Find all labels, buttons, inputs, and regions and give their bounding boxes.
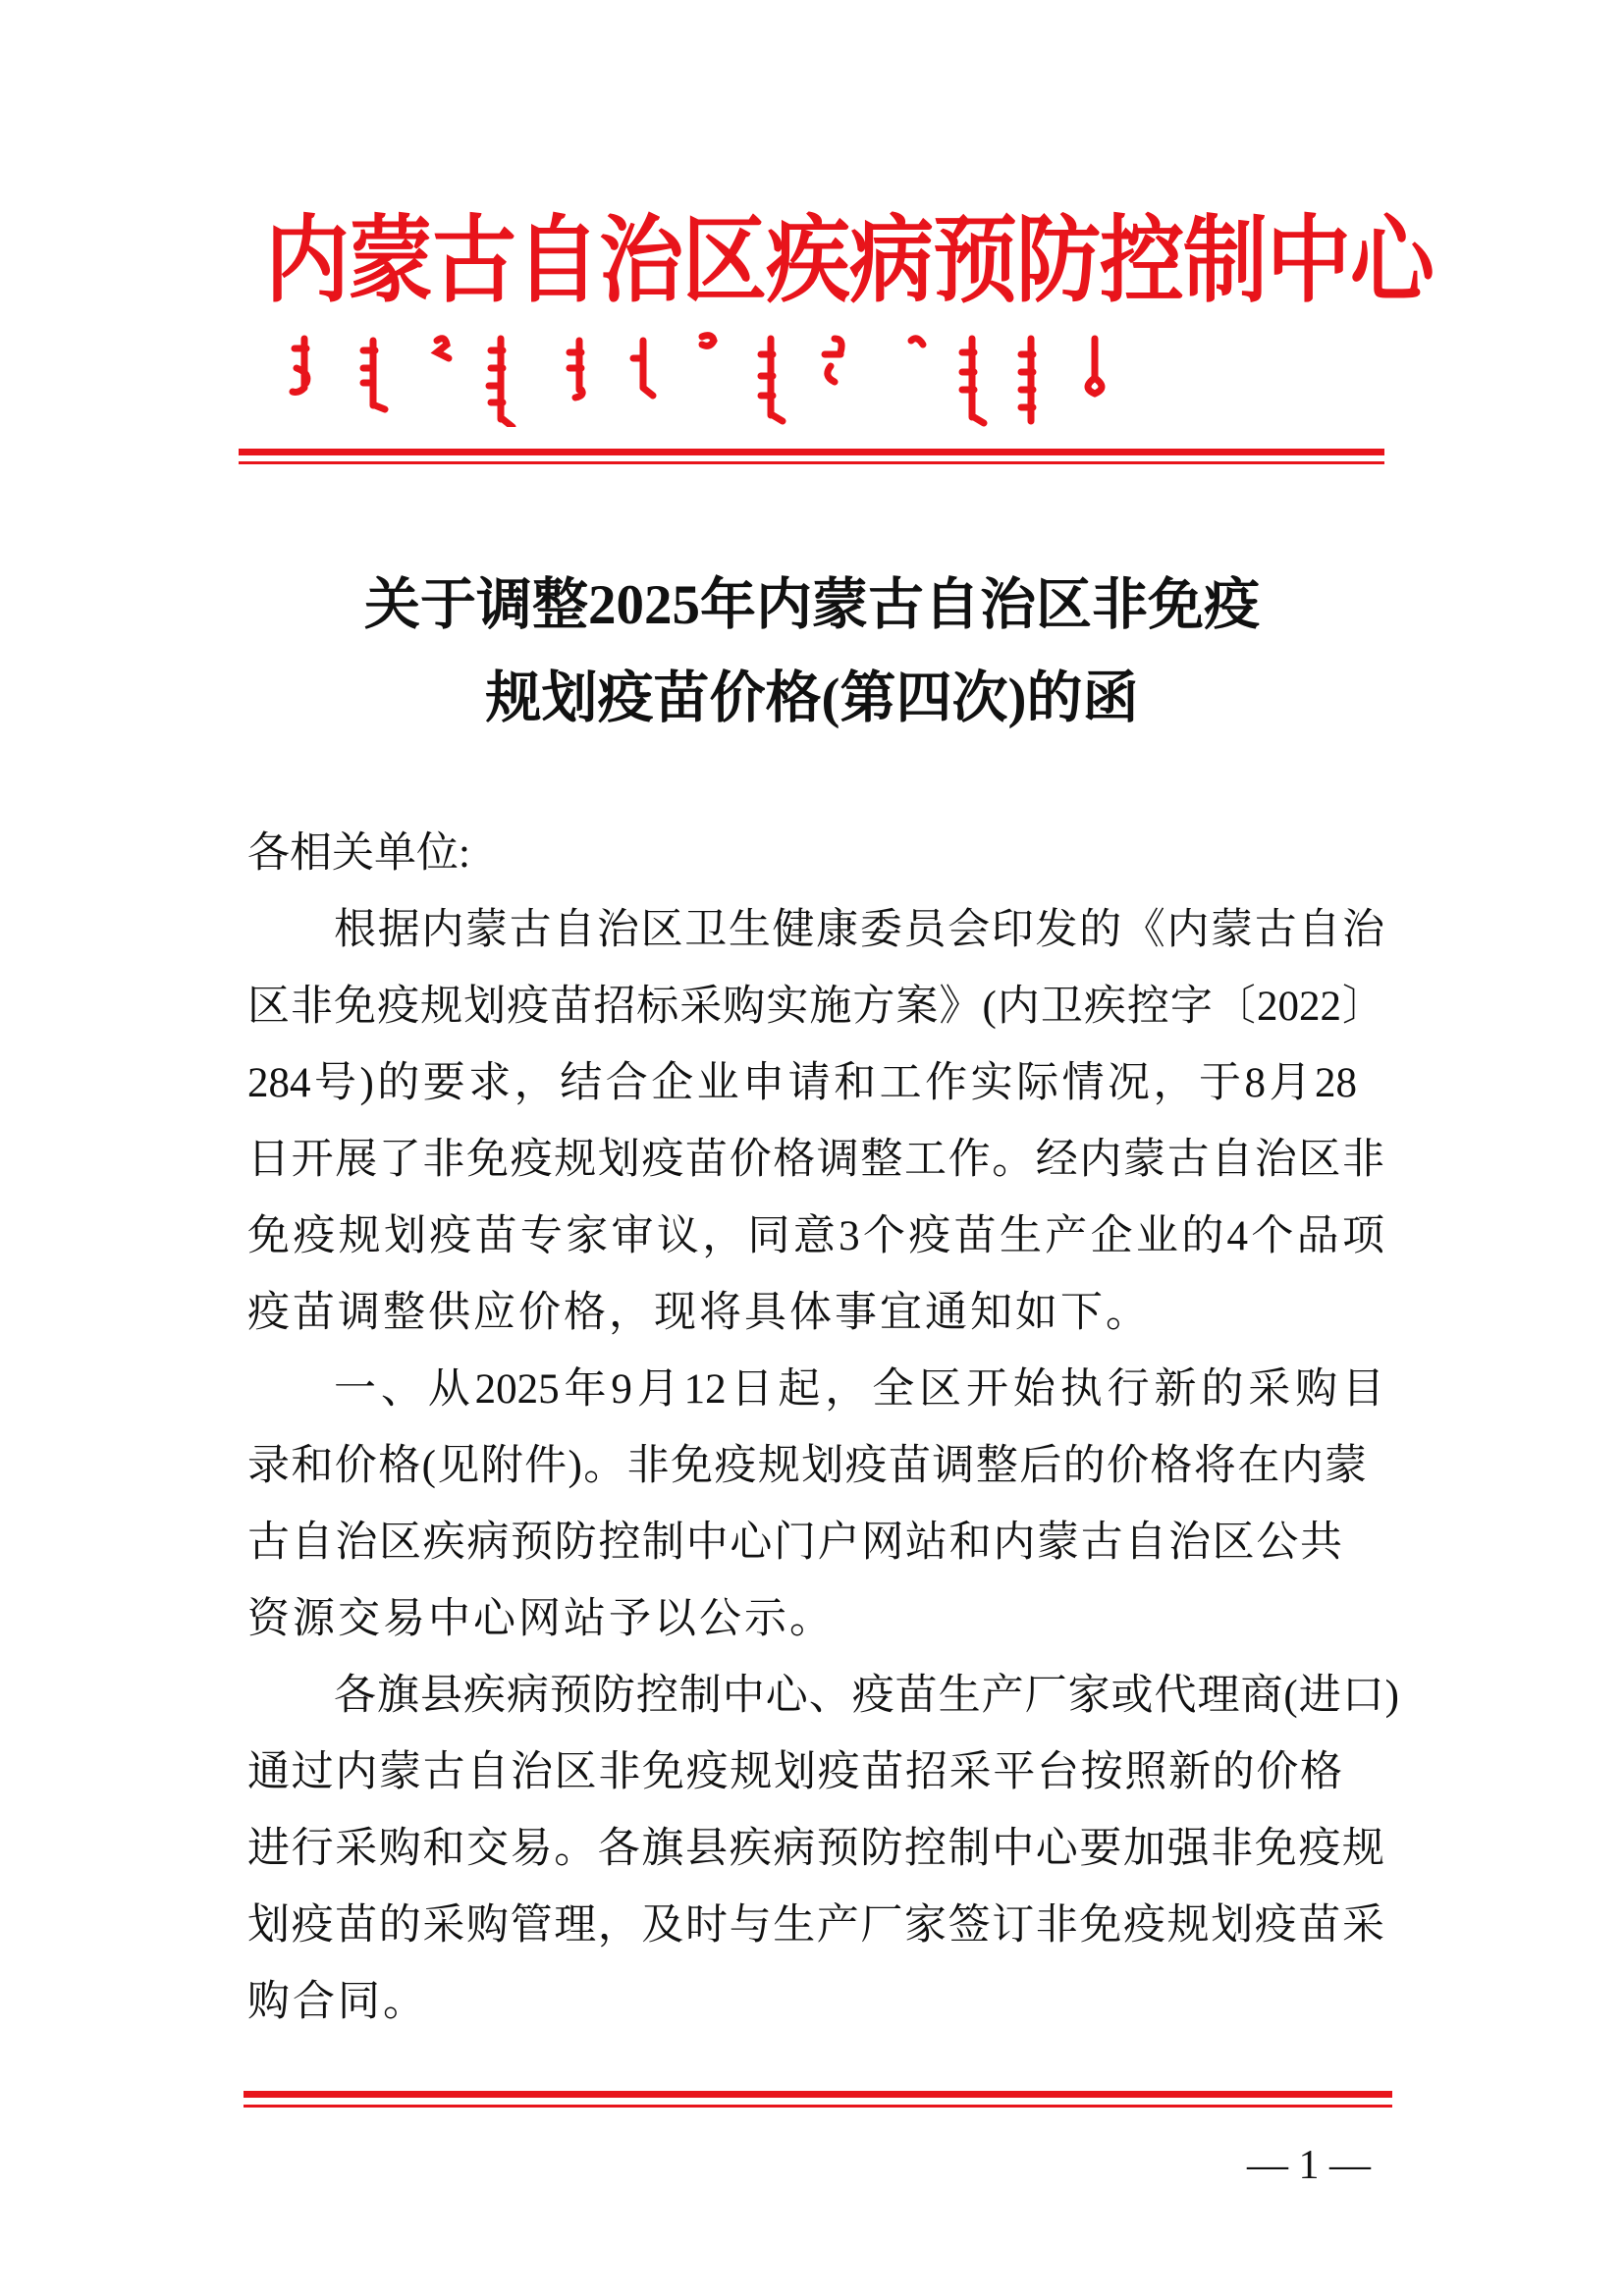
salutation: 各相关单位: — [247, 830, 470, 877]
body-line: 划疫苗的采购管理，及时与生产厂家签订非免疫规划疫苗采 — [247, 1902, 1384, 1949]
page-number: — 1 — — [1247, 2143, 1371, 2188]
header-rule-thin — [239, 461, 1384, 464]
body-line: 各旗县疾病预防控制中心、疫苗生产厂家或代理商(进口) — [334, 1673, 1399, 1719]
letterhead-mongolian-script — [285, 329, 1345, 427]
body-line: 根据内蒙古自治区卫生健康委员会印发的《内蒙古自治 — [334, 907, 1384, 953]
body-line: 古自治区疾病预防控制中心门户网站和内蒙古自治区公共 — [247, 1520, 1342, 1566]
body-line: 通过内蒙古自治区非免疫规划疫苗招采平台按照新的价格 — [247, 1749, 1342, 1795]
footer-rule-thin — [244, 2105, 1392, 2108]
footer-rule-thick — [244, 2091, 1392, 2098]
body-line: 免疫规划疫苗专家审议，同意3个疫苗生产企业的4个品项 — [247, 1213, 1384, 1259]
body-line: 疫苗调整供应价格，现将具体事宜通知如下。 — [247, 1290, 1151, 1336]
body-line: 日开展了非免疫规划疫苗价格调整工作。经内蒙古自治区非 — [247, 1137, 1384, 1183]
document-title-line-1: 关于调整2025年内蒙古自治区非免疫 — [364, 574, 1260, 636]
document-title-line-2: 规划疫苗价格(第四次)的函 — [485, 667, 1139, 729]
body-line: 录和价格(见附件)。非免疫规划疫苗调整后的价格将在内蒙 — [247, 1443, 1367, 1489]
body-line: 购合同。 — [247, 1979, 428, 2025]
header-rule-thick — [239, 449, 1384, 455]
body-line: 进行采购和交易。各旗县疾病预防控制中心要加强非免疫规 — [247, 1826, 1384, 1872]
body-line: 284号)的要求，结合企业申请和工作实际情况，于8月28 — [247, 1060, 1357, 1106]
body-line: 区非免疫规划疫苗招标采购实施方案》(内卫疾控字〔2022〕 — [247, 984, 1384, 1030]
body-line: 一、从2025年9月12日起，全区开始执行新的采购目 — [334, 1366, 1384, 1413]
letterhead-org-name: 内蒙古自治区疾病预防控制中心 — [265, 205, 1434, 316]
body-line: 资源交易中心网站予以公示。 — [247, 1596, 835, 1642]
